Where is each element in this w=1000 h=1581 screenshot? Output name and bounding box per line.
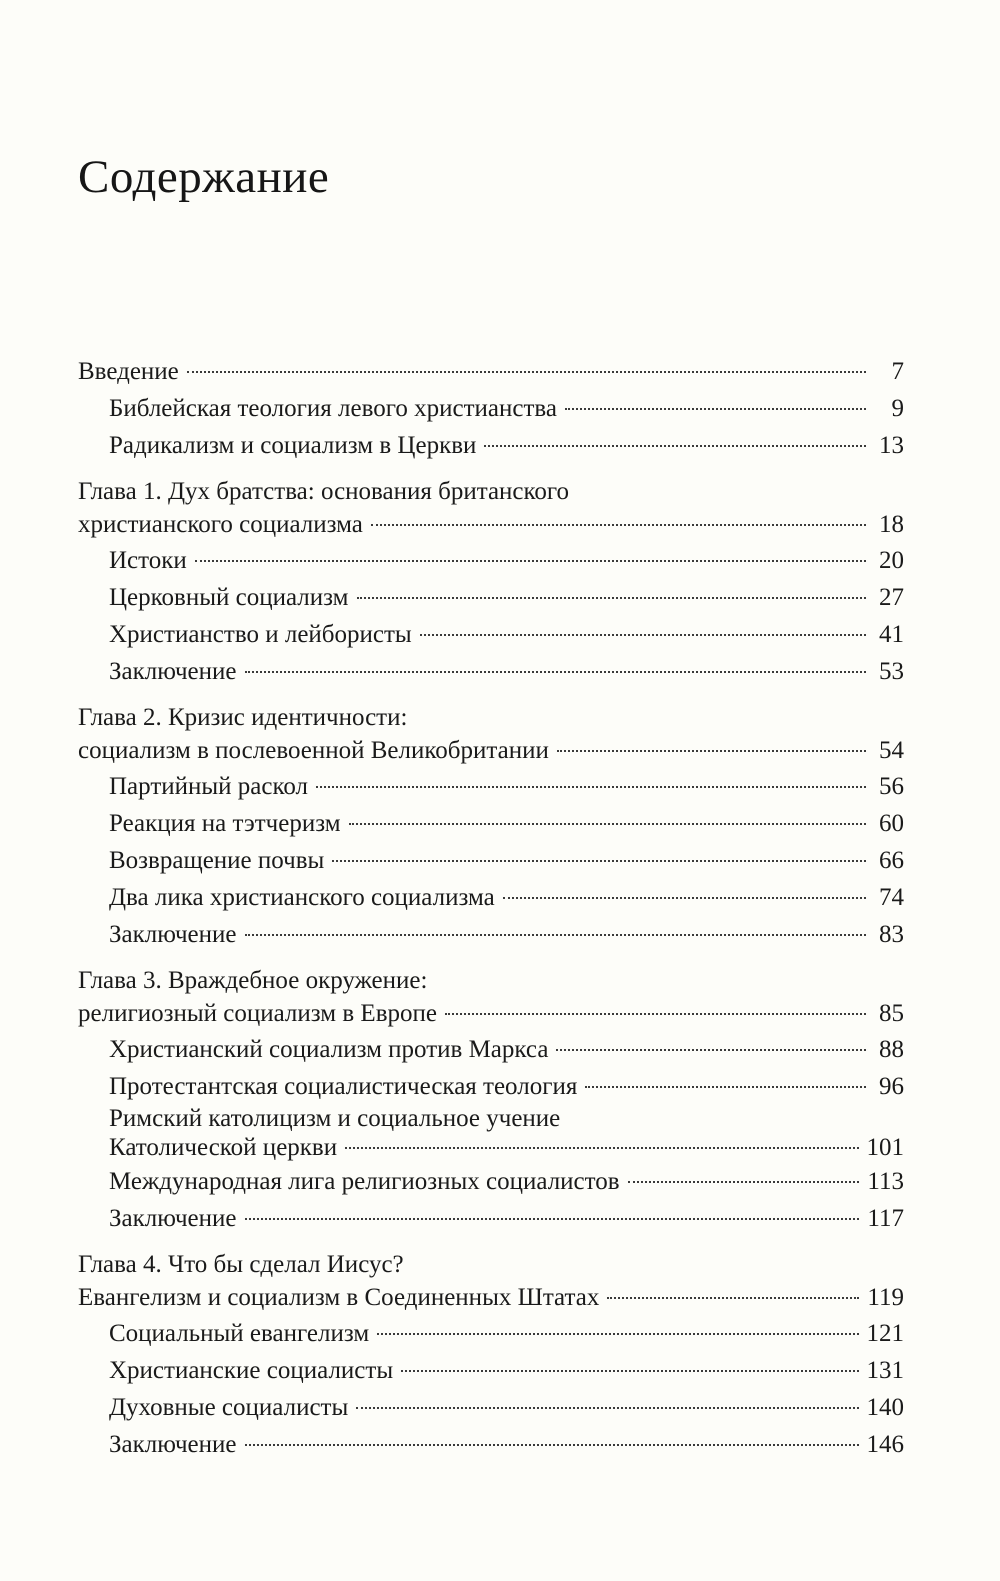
toc-chapter-2-block (78, 702, 904, 953)
toc-chapter-heading[interactable] (78, 702, 904, 768)
toc-chapter-title-line2: религиозный социализм в Европе (78, 1000, 437, 1027)
dot-leader (356, 1407, 858, 1409)
toc-subentry[interactable] (78, 805, 904, 842)
dot-leader (607, 1297, 859, 1299)
toc-entry-label: Христианский социализм против Маркса (109, 1036, 549, 1063)
toc-chapter-title-line1: Глава 3. Враждебное окружение: (78, 967, 428, 994)
toc-entry-label: Духовные социалисты (109, 1394, 349, 1421)
dot-leader (377, 1333, 858, 1335)
toc-subentry[interactable] (78, 916, 904, 953)
toc-entry-label: Радикализм и социализм в Церкви (109, 432, 477, 459)
dot-leader (557, 750, 866, 752)
toc-entry-label: Заключение (109, 658, 237, 685)
toc-subentry[interactable] (78, 1315, 904, 1352)
toc-page-number: 74 (879, 884, 904, 911)
toc-chapter-heading[interactable] (78, 476, 904, 542)
toc-page-number: 140 (866, 1394, 904, 1421)
dot-leader (345, 1147, 858, 1149)
toc-entry-label: Католической церкви (109, 1134, 338, 1161)
toc-page-number: 53 (879, 658, 904, 685)
toc-page-number: 27 (879, 584, 904, 611)
toc-subentry[interactable] (78, 579, 904, 616)
toc-entry-label: Введение (78, 358, 179, 385)
toc-subentry[interactable] (78, 616, 904, 653)
page-title: Содержание (78, 151, 330, 203)
toc-chapter-title-line2: социализм в послевоенной Великобритании (78, 737, 549, 764)
toc-page-number: 101 (866, 1134, 904, 1161)
toc-page-number: 88 (879, 1036, 904, 1063)
toc-chapter-title-line2-row (78, 1281, 904, 1315)
toc-entry-label-line2-row (109, 1133, 904, 1163)
toc-page-number: 20 (879, 547, 904, 574)
toc-chapter-title-line1: Глава 2. Кризис идентичности: (78, 704, 408, 731)
toc-chapter-heading[interactable] (78, 965, 904, 1031)
dot-leader (245, 671, 867, 673)
table-of-contents (78, 353, 904, 1463)
toc-chapter-title-line2-row (78, 734, 904, 768)
toc-page-number: 85 (879, 1000, 904, 1027)
toc-page-number: 113 (867, 1168, 904, 1195)
toc-entry-label: Возвращение почвы (109, 847, 325, 874)
dot-leader (371, 524, 866, 526)
toc-entry-label: Реакция на тэтчеризм (109, 810, 341, 837)
dot-leader (556, 1049, 866, 1051)
toc-entry-label: Христианство и лейбористы (109, 621, 412, 648)
toc-subentry-two-line[interactable] (78, 1105, 904, 1163)
toc-page-number: 60 (879, 810, 904, 837)
toc-page-number: 7 (891, 358, 904, 385)
dot-leader (316, 786, 866, 788)
toc-page-number: 83 (879, 921, 904, 948)
toc-entry-label: Заключение (109, 1205, 237, 1232)
toc-page-number: 56 (879, 773, 904, 800)
toc-chapter-title-line1: Глава 1. Дух братства: основания британского (78, 478, 570, 505)
toc-entry-label: Социальный евангелизм (109, 1320, 370, 1347)
dot-leader (245, 1444, 859, 1446)
toc-page-number: 131 (866, 1357, 904, 1384)
toc-chapter-title-line1: Глава 4. Что бы сделал Иисус? (78, 1251, 404, 1278)
toc-subentry[interactable] (78, 1426, 904, 1463)
dot-leader (401, 1370, 858, 1372)
toc-entry-label: Протестантская социалистическая теология (109, 1073, 578, 1100)
toc-page-number: 146 (866, 1431, 904, 1458)
toc-subentry[interactable] (78, 1200, 904, 1237)
toc-entry-label: Партийный раскол (109, 773, 309, 800)
toc-subentry[interactable] (78, 879, 904, 916)
toc-chapter-1-block (78, 476, 904, 690)
toc-subentry[interactable] (78, 427, 904, 464)
toc-entry-label: Заключение (109, 921, 237, 948)
toc-page-number: 117 (867, 1205, 904, 1232)
dot-leader (349, 823, 866, 825)
toc-subentry[interactable] (78, 768, 904, 805)
toc-entry-label: Заключение (109, 1431, 237, 1458)
dot-leader (245, 934, 867, 936)
dot-leader (357, 597, 866, 599)
toc-entry-label: Международная лига религиозных социалистов (109, 1168, 620, 1195)
dot-leader (245, 1218, 860, 1220)
toc-chapter-3-block (78, 965, 904, 1237)
dot-leader (332, 860, 866, 862)
toc-page-number: 18 (879, 511, 904, 538)
toc-page-number: 121 (866, 1320, 904, 1347)
toc-subentry[interactable] (78, 1389, 904, 1426)
toc-page-number: 119 (867, 1284, 904, 1311)
toc-subentry[interactable] (78, 390, 904, 427)
dot-leader (585, 1086, 866, 1088)
toc-chapter-title-line2: Евангелизм и социализм в Соединенных Штатах (78, 1284, 600, 1311)
toc-subentry[interactable] (78, 653, 904, 690)
toc-page-number: 41 (879, 621, 904, 648)
dot-leader (484, 445, 866, 447)
toc-chapter-title-line2-row (78, 997, 904, 1031)
toc-page-number: 9 (891, 395, 904, 422)
toc-chapter-title-line2: христианского социализма (78, 511, 363, 538)
dot-leader (565, 408, 866, 410)
toc-entry-intro[interactable] (78, 353, 904, 390)
toc-page-number: 96 (879, 1073, 904, 1100)
dot-leader (445, 1013, 866, 1015)
toc-intro-block (78, 353, 904, 464)
toc-subentry[interactable] (78, 1068, 904, 1105)
toc-entry-label: Христианские социалисты (109, 1357, 394, 1384)
toc-chapter-heading[interactable] (78, 1249, 904, 1315)
toc-entry-label-line1: Римский католицизм и социальное учение (109, 1105, 561, 1132)
dot-leader (628, 1181, 860, 1183)
dot-leader (195, 560, 866, 562)
toc-subentry[interactable] (78, 842, 904, 879)
toc-subentry[interactable] (78, 1031, 904, 1068)
toc-chapter-title-line2-row (78, 508, 904, 542)
toc-page-number: 13 (879, 432, 904, 459)
toc-entry-label: Истоки (109, 547, 187, 574)
toc-subentry[interactable] (78, 1352, 904, 1389)
toc-subentry[interactable] (78, 542, 904, 579)
toc-entry-label: Библейская теология левого христианства (109, 395, 557, 422)
toc-entry-label: Церковный социализм (109, 584, 349, 611)
dot-leader (503, 897, 866, 899)
toc-page-number: 66 (879, 847, 904, 874)
dot-leader (420, 634, 866, 636)
toc-entry-label: Два лика христианского социализма (109, 884, 495, 911)
toc-subentry[interactable] (78, 1163, 904, 1200)
toc-page-number: 54 (879, 737, 904, 764)
toc-chapter-4-block (78, 1249, 904, 1463)
dot-leader (187, 371, 866, 373)
